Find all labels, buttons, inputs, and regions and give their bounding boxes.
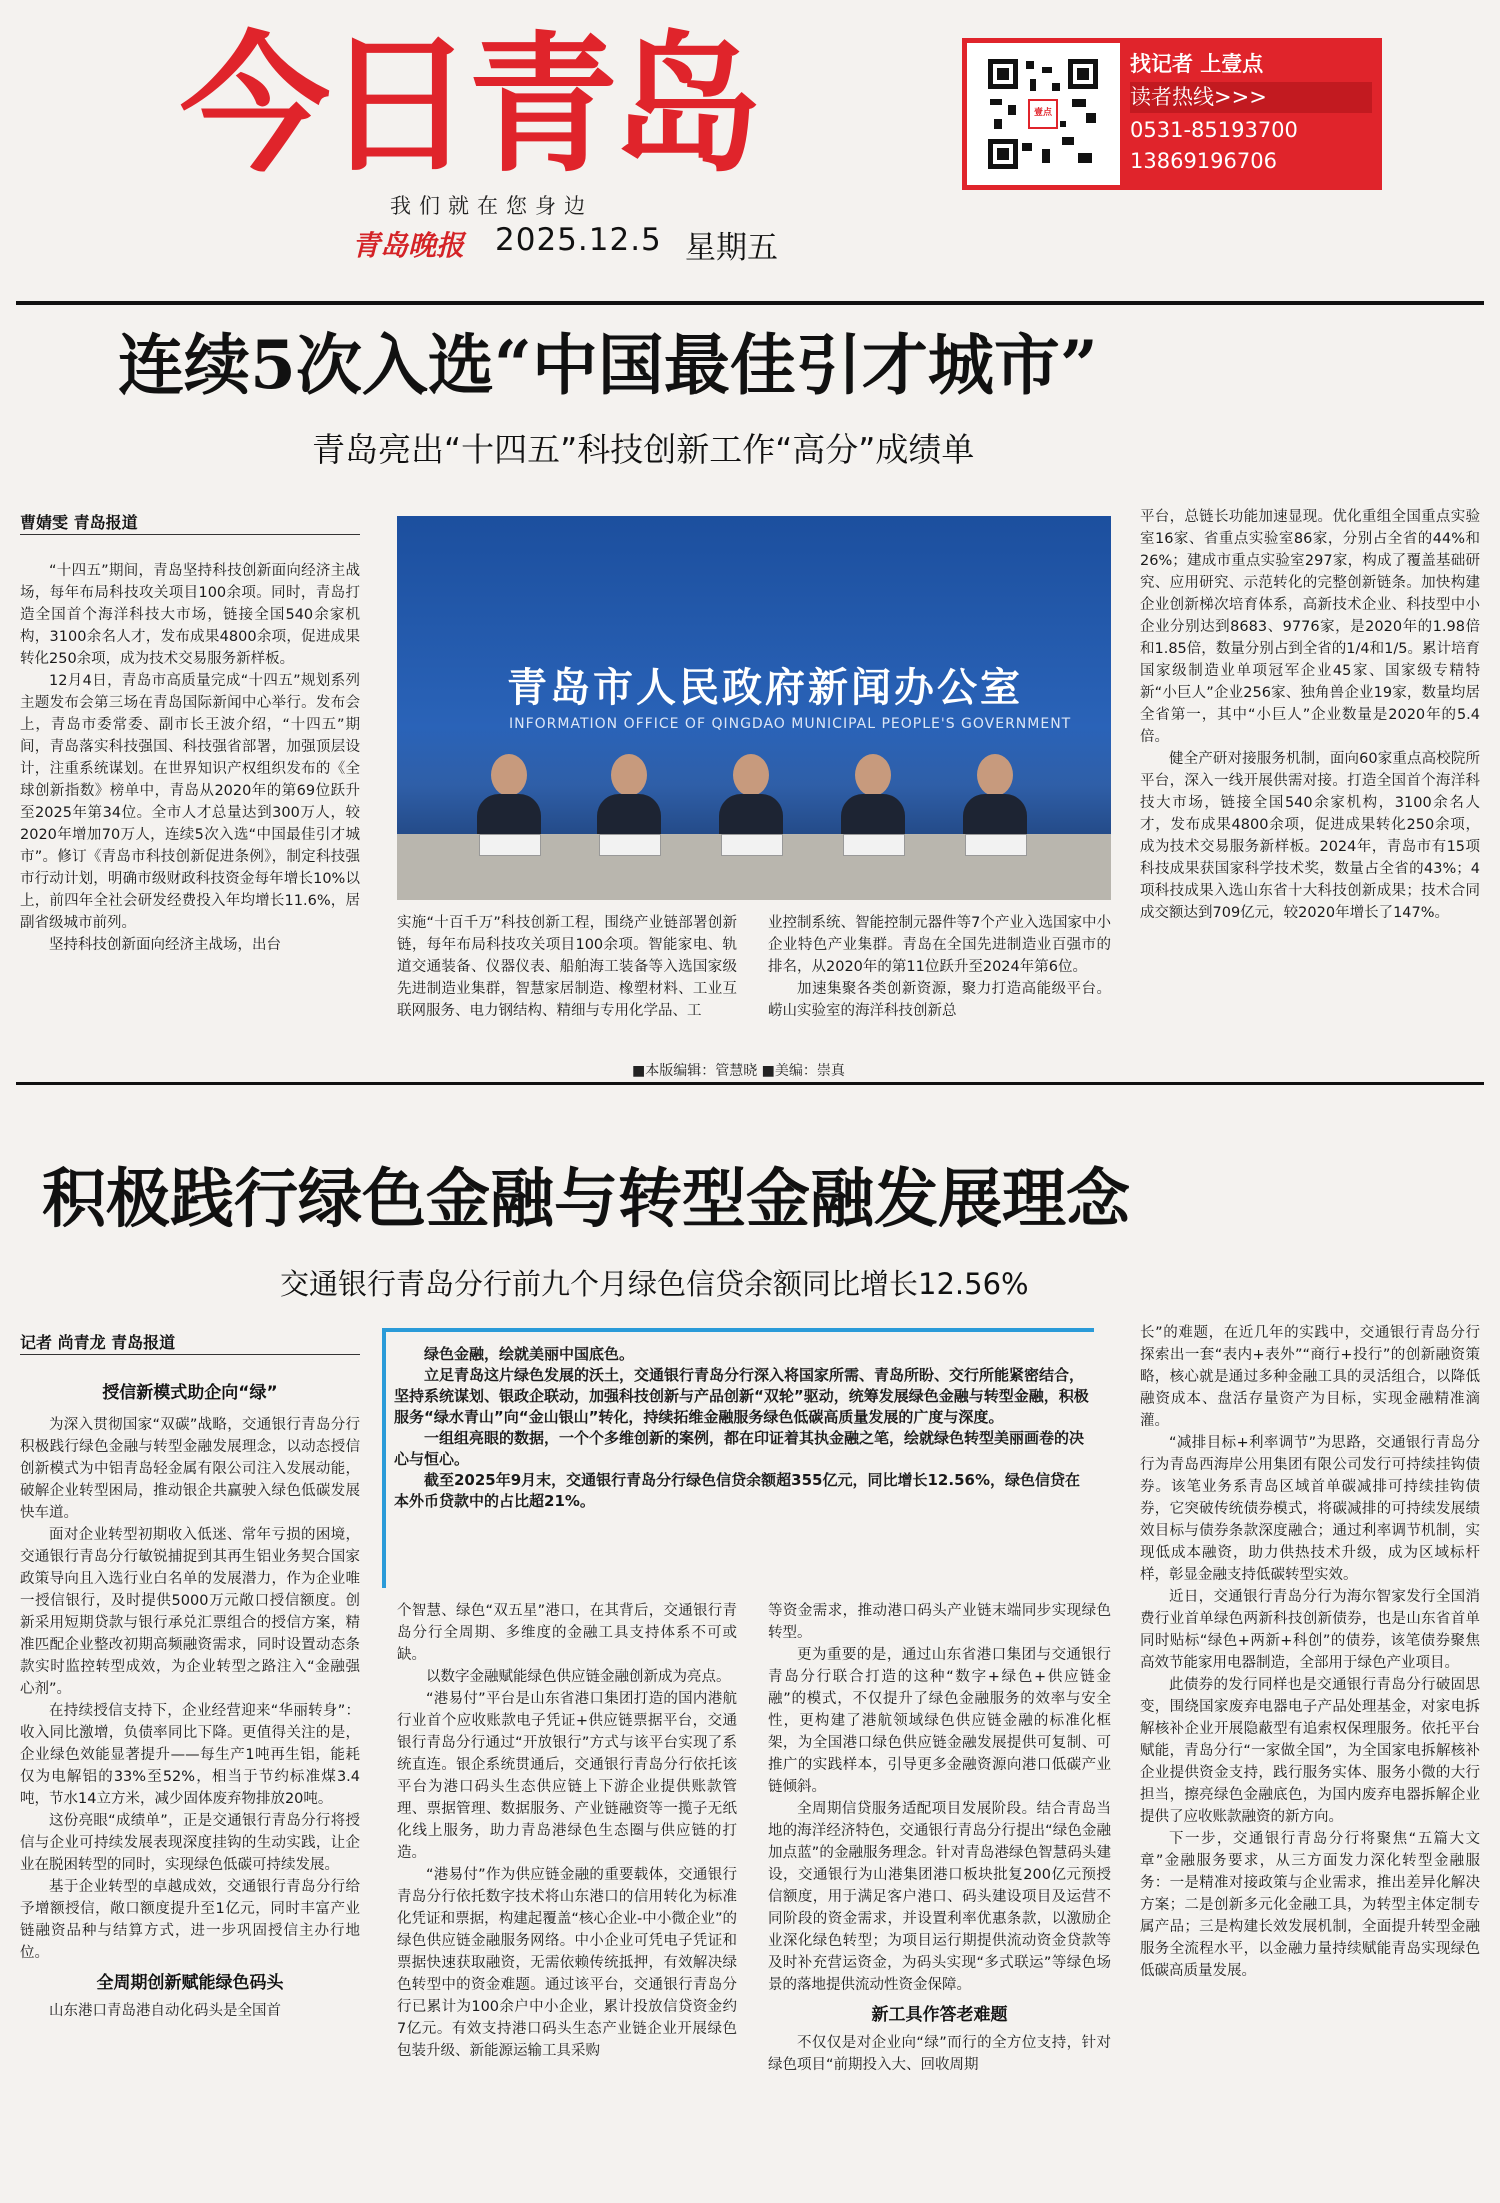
name-card (965, 834, 1027, 856)
intro-paragraph: 截至2025年9月末，交通银行青岛分行绿色信贷余额超355亿元，同比增长12.56%，绿色信贷在本外币贷款中的占比超21%。 (394, 1471, 1080, 1510)
paragraph: 12月4日，青岛市高质量完成“十四五”规划系列主题发布会第三场在青岛国际新闻中心举行。发布会上，青岛市委常委、副市长王波介绍，“十四五”期间，青岛落实科技强国、科技强省部署，加强顶层设计，注重系统谋划。在世界知识产权组织发布的《全球创新指数》榜单中，青岛从2020年的第69位跃升至2025年第34位。全市人才总量达到300万人，较2020年增加70万人，连续5次入选“中国最佳引才城市”。修订《青岛市科技创新促进条例》，制定科技强市行动计划，明确市级财政科技资金每年增长10%以上，前四年全社会研发经费投入年均增长11.6%，居副省级城市前列。 (20, 673, 360, 931)
paragraph: “港易付”作为供应链金融的重要载体，交通银行青岛分行依托数字技术将山东港口的信用转化为标准化凭证和票据，构建起覆盖“核心企业-中小微企业”的绿色供应链金融服务网络。中小企业可凭电子凭证和票据快速获取融资，无需依赖传统抵押，有效解决绿色转型中的资金难题。通过该平台，交通银行青岛分行已累计为100余户中小企业，累计投放信贷资金约7亿元。有效支持港口码头生态产业链企业开展绿色包装升级、新能源运输工具采购 (397, 1867, 737, 2059)
photo-backdrop-subtitle: INFORMATION OFFICE OF QINGDAO MUNICIPAL PEOPLE'S GOVERNMENT (509, 716, 1072, 732)
article2-subheadline: 交通银行青岛分行前九个月绿色信贷余额同比增长12.56% (280, 1267, 1029, 1301)
contact-tagline: 找记者 上壹点 (1130, 52, 1264, 76)
article1-column-3 (768, 912, 1111, 1052)
paragraph: 业控制系统、智能控制元器件等7个产业入选国家中小企业特色产业集群。青岛在全国先进制造业百强市的排名，从2020年的第11位跃升至2024年第6位。 (768, 915, 1111, 975)
section-heading: 新工具作答老难题 (871, 2005, 1008, 2025)
intro-paragraph: 绿色金融，绘就美丽中国底色。 (424, 1345, 635, 1363)
contact-panel (1120, 43, 1382, 185)
paragraph: “减排目标+利率调节”为思路，交通银行青岛分行为青岛西海岸公用集团有限公司发行可持续挂钩债券。该笔业务系青岛区域首单碳减排可持续挂钩债券，它突破传统债券模式，将碳减排的可持续发展绩效目标与债券条款深度融合；通过利率调节机制，实现低成本融资，助力供热技术升级，成为区域标杆样，彰显金融支持低碳转型实效。 (1140, 1435, 1480, 1583)
intro-paragraph: 一组组亮眼的数据，一个个多维创新的案例，都在印证着其执金融之笔，绘就绿色转型美丽画卷的决心与恒心。 (394, 1429, 1085, 1468)
section-heading: 授信新模式助企向“绿” (102, 1383, 278, 1403)
paragraph: “十四五”期间，青岛坚持科技创新面向经济主战场，每年布局科技攻关项目100余项。同时，青岛打造全国首个海洋科技大市场，链接全国540余家机构，3100余名人才，发布成果4800余项，促进成果转化250余项，成为技术交易服务新样板。 (20, 563, 360, 667)
hotline-label: 读者热线>>> (1130, 82, 1372, 113)
section-heading: 全周期创新赋能绿色码头 (96, 1973, 284, 1993)
paragraph: 全周期信贷服务适配项目发展阶段。结合青岛当地的海洋经济特色，交通银行青岛分行提出“绿色金融加点蓝”的金融服务理念。针对青岛港绿色智慧码头建设，交通银行为山港集团港口板块批复200亿元预授信额度，用于满足客户港口、码头建设项目及运营不同阶段的资金需求，并设置利率优惠条款，以激励企业深化绿色转型；为项目运行期提供流动资金贷款等及时补充营运资金，为码头实现“多式联运”等绿色场景的落地提供流动性资金保障。 (768, 1801, 1111, 1993)
article-divider (16, 1082, 1484, 1085)
masthead-title: 今日青岛 (180, 17, 757, 193)
paragraph: 长”的难题，在近几年的实践中，交通银行青岛分行探索出一套“表内+表外”“商行+投行”的创新融资策略，核心就是通过多种金融工具的灵活组合，以降低融资成本、盘活存量资产为目标，实现金融精准滴灌。 (1140, 1325, 1480, 1429)
press-conference-photo (397, 516, 1111, 900)
paragraph: 加速集聚各类创新资源，聚力打造高能级平台。崂山实验室的海洋科技创新总 (768, 981, 1111, 1019)
article2-headline: 积极践行绿色金融与转型金融发展理念 (42, 1162, 1130, 1237)
speaker-figure (963, 754, 1027, 840)
article2-column-4 (1140, 1322, 1480, 2196)
name-card (479, 834, 541, 856)
article1-column-2 (397, 912, 737, 1052)
masthead-divider (16, 301, 1484, 305)
paragraph: 此债券的发行同样也是交通银行青岛分行破固思变，围绕国家废弃电器电子产品处理基金，对家电拆解核补企业开展隐蔽型有追索权保理服务。依托平台赋能，青岛分行“一家做全国”，为全国家电拆解核补企业提供资金支持，践行服务实体、服务小微的大行担当，擦亮绿色金融底色，为国内废弃电器拆解企业提供了应收账款融资的新方向。 (1140, 1677, 1480, 1825)
article1-column-1 (20, 560, 360, 1056)
article2-intro-box (382, 1328, 1094, 1588)
paper-name-logo: 青岛晚报 (352, 229, 465, 262)
name-card (721, 834, 783, 856)
article1-headline: 连续5次入选“中国最佳引才城市” (118, 326, 1098, 404)
qr-caption: 壹点 (1033, 108, 1052, 118)
speaker-figure (477, 754, 541, 840)
paragraph: 面对企业转型初期收入低迷、常年亏损的困境，交通银行青岛分行敏锐捕捉到其再生铝业务契合国家政策导向且入选行业白名单的发展潜力，作为企业唯一授信银行，及时提供5000万元敞口授信额度。创新采用短期贷款与银行承兑汇票组合的授信方案，精准匹配企业整改初期高频融资需求，同时设置动态条款实时监控转型成效，为企业转型之路注入“金融强心剂”。 (20, 1527, 360, 1697)
name-card (599, 834, 661, 856)
paragraph: 山东港口青岛港自动化码头是全国首 (49, 2003, 281, 2019)
article2-column-3 (768, 1600, 1111, 2196)
paragraph: 个智慧、绿色“双五星”港口，在其背后，交通银行青岛分行全周期、多维度的金融工具支持体系不可或缺。 (397, 1603, 737, 1663)
paragraph: 这份亮眼“成绩单”，正是交通银行青岛分行将授信与企业可持续发展表现深度挂钩的生动实践，让企业在脱困转型的同时，实现绿色低碳可持续发展。 (20, 1813, 360, 1873)
article1-column-4 (1140, 506, 1480, 1052)
byline-rule (20, 1354, 360, 1355)
paragraph: 近日，交通银行青岛分行为海尔智家发行全国消费行业首单绿色两新科技创新债券，也是山东省首单同时贴标“绿色+两新+科创”的债券，该笔债券聚焦高效节能家用电器制造，全部用于绿色产业项目。 (1140, 1589, 1480, 1671)
masthead-slogan: 我们就在您身边 (390, 194, 593, 218)
issue-date: 2025.12.5 (495, 222, 662, 258)
article2-column-2 (397, 1600, 737, 2196)
paragraph: 等资金需求，推动港口码头产业链末端同步实现绿色转型。 (768, 1603, 1111, 1641)
byline-rule (20, 534, 360, 535)
paragraph: 不仅仅是对企业向“绿”而行的全方位支持，针对绿色项目“前期投入大、回收周期 (768, 2035, 1111, 2073)
article1-subheadline: 青岛亮出“十四五”科技创新工作“高分”成绩单 (312, 430, 975, 469)
article1-byline: 曹婧雯 青岛报道 (20, 513, 138, 532)
paragraph: 为深入贯彻国家“双碳”战略，交通银行青岛分行积极践行绿色金融与转型金融发展理念，以动态授信创新模式为中铝青岛轻金属有限公司注入发展动能，破解企业转型困局，推动银企共赢驶入绿色低碳发展快车道。 (20, 1417, 360, 1521)
photo-backdrop-title: 青岛市人民政府新闻办公室 (507, 665, 1023, 711)
speaker-figure (841, 754, 905, 840)
paragraph: 下一步，交通银行青岛分行将聚焦“五篇大文章”金融服务要求，从三方面发力深化转型金融服务：一是精准对接政策与企业需求，推出差异化解决方案；二是创新多元化金融工具，为转型主体定制专属产品；三是构建长效发展机制，全面提升转型金融服务全流程水平，以金融力量持续赋能青岛实现绿色低碳高质量发展。 (1140, 1831, 1480, 1979)
editor-credit: ■本版编辑：管慧晓 ■美编：崇真 (632, 1063, 845, 1079)
name-card (843, 834, 905, 856)
article2-byline: 记者 尚青龙 青岛报道 (20, 1333, 176, 1352)
intro-paragraph: 立足青岛这片绿色发展的沃土，交通银行青岛分行深入将国家所需、青岛所盼、交行所能紧密结合，坚持系统谋划、银政企联动，加强科技创新与产品创新“双轮”驱动，统筹发展绿色金融与转型金融，积极服务“绿水青山”向“金山银山”转化，持续拓维金融服务绿色低碳高质量发展的广度与深度。 (394, 1366, 1089, 1426)
paragraph: 平台，总链长功能加速显现。优化重组全国重点实验室16家、省重点实验室86家，分别占全省的44%和26%；建成市重点实验室297家，构成了覆盖基础研究、应用研究、示范转化的完整创新链条。加快构建企业创新梯次培育体系，高新技术企业、科技型中小企业分别达到8683、9776家，是2020年的1.98倍和1.85倍，数量分别占到全省的1/4和1/5。累计培育国家级制造业单项冠军企业45家、国家级专精特新“小巨人”企业256家、独角兽企业19家，数量均居全省第一，其中“小巨人”企业数量是2020年的5.4倍。 (1140, 509, 1480, 745)
hotline-phone[interactable]: 0531-85193700 (1130, 118, 1298, 142)
paragraph: “港易付”平台是山东省港口集团打造的国内港航行业首个应收账款电子凭证+供应链票据平台，交通银行青岛分行通过“开放银行”方式与该平台实现了系统直连。银企系统贯通后，交通银行青岛分行依托该平台为港口码头生态供应链上下游企业提供账款管理、票据管理、数据服务、产业链融资等一揽子无纸化线上服务，助力青岛港绿色生态圈与供应链的打造。 (397, 1691, 737, 1861)
paragraph: 更为重要的是，通过山东省港口集团与交通银行青岛分行联合打造的这种“数字+绿色+供应链金融”的模式，不仅提升了绿色金融服务的效率与安全性，更构建了港航领域绿色供应链金融的标准化框架，为全国港口绿色供应链金融发展提供可复制、可推广的实践样本，引导更多金融资源向港口低碳产业链倾斜。 (768, 1647, 1111, 1795)
paragraph: 以数字金融赋能绿色供应链金融创新成为亮点。 (426, 1669, 731, 1685)
paragraph: 实施“十百千万”科技创新工程，围绕产业链部署创新链，每年布局科技攻关项目100余项。智能家电、轨道交通装备、仪器仪表、船舶海工装备等入选国家级先进制造业集群，智慧家居制造、橡塑材料、工业互联网服务、电力钢结构、精细与专用化学品、工 (397, 915, 737, 1019)
speaker-figure (597, 754, 661, 840)
qr-code-icon[interactable] (982, 53, 1104, 175)
contact-box (962, 38, 1382, 190)
paragraph: 基于企业转型的卓越成效，交通银行青岛分行给予增额授信，敞口额度提升至1亿元，同时丰富产业链融资品种与结算方式，进一步巩固授信主办行地位。 (20, 1879, 360, 1961)
issue-weekday: 星期五 (685, 230, 778, 266)
hotline-mobile[interactable]: 13869196706 (1130, 149, 1277, 173)
paragraph: 坚持科技创新面向经济主战场，出台 (49, 937, 281, 953)
article2-column-1 (20, 1376, 360, 2196)
paragraph: 健全产研对接服务机制，面向60家重点高校院所平台，深入一线开展供需对接。打造全国首个海洋科技大市场，链接全国540余家机构，3100余名人才，发布成果4800余项，促进成果转化250余项，成为技术交易服务新样板。2024年，青岛市有15项科技成果获国家科学技术奖，数量占全省的43%；4项科技成果入选山东省十大科技创新成果；技术合同成交额达到709亿元，较2020年增长了147%。 (1140, 751, 1480, 921)
paragraph: 在持续授信支持下，企业经营迎来“华丽转身”：收入同比激增，负债率同比下降。更值得关注的是，企业绿色效能显著提升——每生产1吨再生铝，能耗仅为电解铝的33%至52%，相当于节约标准煤3.4吨，节水14立方米，减少固体废弃物排放20吨。 (20, 1703, 360, 1807)
speaker-figure (719, 754, 783, 840)
